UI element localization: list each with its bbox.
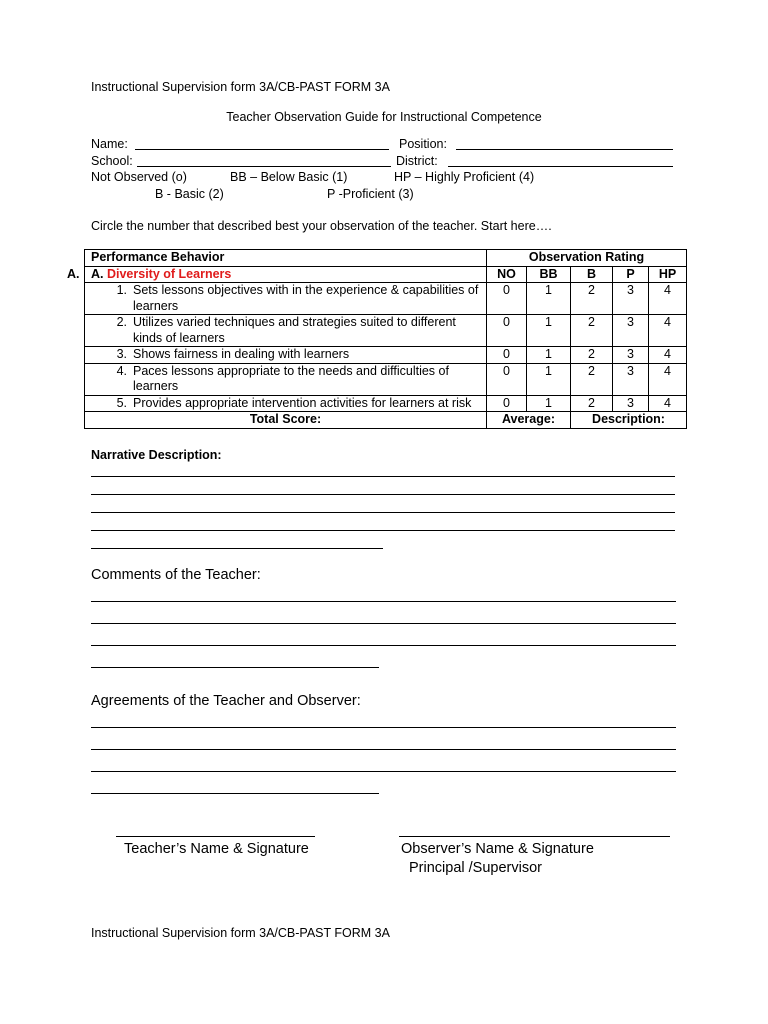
comments-line[interactable] <box>91 645 676 646</box>
observer-role-label: Principal /Supervisor <box>409 860 542 876</box>
observer-signature-line[interactable] <box>399 836 670 837</box>
instruction-text: Circle the number that described best your observation of the teacher. Start here…. <box>91 219 552 233</box>
rating-option[interactable]: 1 <box>527 363 571 395</box>
item-text: Paces lessons appropriate to the needs and difficulties of learners <box>133 363 449 393</box>
narrative-line[interactable] <box>91 530 675 531</box>
col-bb: BB <box>527 266 571 283</box>
rating-option[interactable]: 0 <box>487 315 527 347</box>
table-row <box>85 347 687 364</box>
rating-option[interactable]: 0 <box>487 395 527 412</box>
district-field[interactable] <box>448 166 673 167</box>
legend-row-1 <box>91 170 691 187</box>
form-title: Teacher Observation Guide for Instructional Competence <box>226 110 542 124</box>
rating-option[interactable]: 3 <box>613 347 649 364</box>
table-row <box>85 395 687 412</box>
form-footer: Instructional Supervision form 3A/CB-PAST FORM 3A <box>91 926 390 940</box>
form-header: Instructional Supervision form 3A/CB-PAST FORM 3A <box>91 80 390 94</box>
rating-option[interactable]: 2 <box>571 347 613 364</box>
legend-row-2 <box>91 187 691 204</box>
info-block <box>91 137 691 203</box>
section-letter: A. <box>91 266 104 281</box>
rating-option[interactable]: 2 <box>571 395 613 412</box>
rating-option[interactable]: 0 <box>487 283 527 315</box>
table-row <box>85 315 687 347</box>
narrative-line[interactable] <box>91 494 675 495</box>
total-score-label: Total Score: <box>85 412 487 429</box>
item-text: Utilizes varied techniques and strategies suited to different kinds of learners <box>133 315 456 345</box>
rating-option[interactable]: 4 <box>649 315 687 347</box>
col-b: B <box>571 266 613 283</box>
comments-line[interactable] <box>91 667 379 668</box>
agreements-line[interactable] <box>91 727 676 728</box>
rating-option[interactable]: 1 <box>527 395 571 412</box>
rating-option[interactable]: 1 <box>527 315 571 347</box>
totals-row <box>85 412 687 429</box>
comments-line[interactable] <box>91 623 676 624</box>
rating-option[interactable]: 3 <box>613 395 649 412</box>
narrative-line[interactable] <box>91 476 675 477</box>
section-cell <box>85 266 487 283</box>
teacher-signature-line[interactable] <box>116 836 315 837</box>
legend-not-observed: Not Observed (o) <box>91 170 187 184</box>
observer-signature-label: Observer’s Name & Signature <box>401 841 594 857</box>
agreements-line[interactable] <box>91 749 676 750</box>
legend-bb: BB – Below Basic (1) <box>230 170 348 184</box>
rating-option[interactable]: 3 <box>613 363 649 395</box>
legend-hp: HP – Highly Proficient (4) <box>394 170 535 184</box>
col-p: P <box>613 266 649 283</box>
legend-p: P -Proficient (3) <box>327 186 414 201</box>
rating-option[interactable]: 3 <box>613 283 649 315</box>
rating-option[interactable]: 1 <box>527 347 571 364</box>
name-row <box>91 137 691 154</box>
col-no: NO <box>487 266 527 283</box>
agreements-line[interactable] <box>91 771 676 772</box>
item-number: 1. <box>116 283 127 297</box>
item-number: 3. <box>116 347 127 361</box>
name-field[interactable] <box>135 149 389 150</box>
item-number: 4. <box>116 363 127 378</box>
rating-option[interactable]: 4 <box>649 347 687 364</box>
rating-option[interactable]: 2 <box>571 363 613 395</box>
teacher-signature-label: Teacher’s Name & Signature <box>124 841 309 857</box>
rating-option[interactable]: 4 <box>649 395 687 412</box>
item-number: 5. <box>116 395 127 410</box>
rating-option[interactable]: 3 <box>613 315 649 347</box>
rating-option[interactable]: 2 <box>571 315 613 347</box>
school-row <box>91 154 691 171</box>
narrative-line[interactable] <box>91 512 675 513</box>
name-label: Name: <box>91 137 128 151</box>
section-marker: A. <box>67 267 80 281</box>
section-row <box>85 266 687 283</box>
position-label: Position: <box>399 137 447 151</box>
comments-label: Comments of the Teacher: <box>91 567 261 583</box>
section-title: Diversity of Learners <box>106 266 232 281</box>
item-text: Sets lessons objectives with in the experience & capabilities of learners <box>133 283 479 313</box>
school-label: School: <box>91 153 133 168</box>
description-label: Description: <box>571 412 687 429</box>
average-label: Average: <box>487 412 571 429</box>
rating-option[interactable]: 2 <box>571 283 613 315</box>
item-text: Provides appropriate intervention activities for learners at risk <box>133 395 472 410</box>
agreements-label: Agreements of the Teacher and Observer: <box>91 693 361 709</box>
narrative-line[interactable] <box>91 548 383 549</box>
position-field[interactable] <box>456 149 673 150</box>
rating-option[interactable]: 0 <box>487 363 527 395</box>
rating-option[interactable]: 4 <box>649 283 687 315</box>
rating-option[interactable]: 4 <box>649 363 687 395</box>
item-text: Shows fairness in dealing with learners <box>133 347 350 361</box>
table-row <box>85 363 687 395</box>
district-label: District: <box>396 153 438 168</box>
school-field[interactable] <box>137 166 391 167</box>
header-observation-rating: Observation Rating <box>487 250 687 267</box>
header-performance-behavior: Performance Behavior <box>85 250 487 267</box>
table-row <box>85 283 687 315</box>
rating-option[interactable]: 0 <box>487 347 527 364</box>
col-hp: HP <box>649 266 687 283</box>
observation-table <box>84 249 687 429</box>
agreements-line[interactable] <box>91 793 379 794</box>
item-number: 2. <box>116 315 127 329</box>
narrative-label: Narrative Description: <box>91 448 222 462</box>
table-header-row <box>85 250 687 267</box>
legend-b: B - Basic (2) <box>155 186 224 201</box>
rating-option[interactable]: 1 <box>527 283 571 315</box>
comments-line[interactable] <box>91 601 676 602</box>
